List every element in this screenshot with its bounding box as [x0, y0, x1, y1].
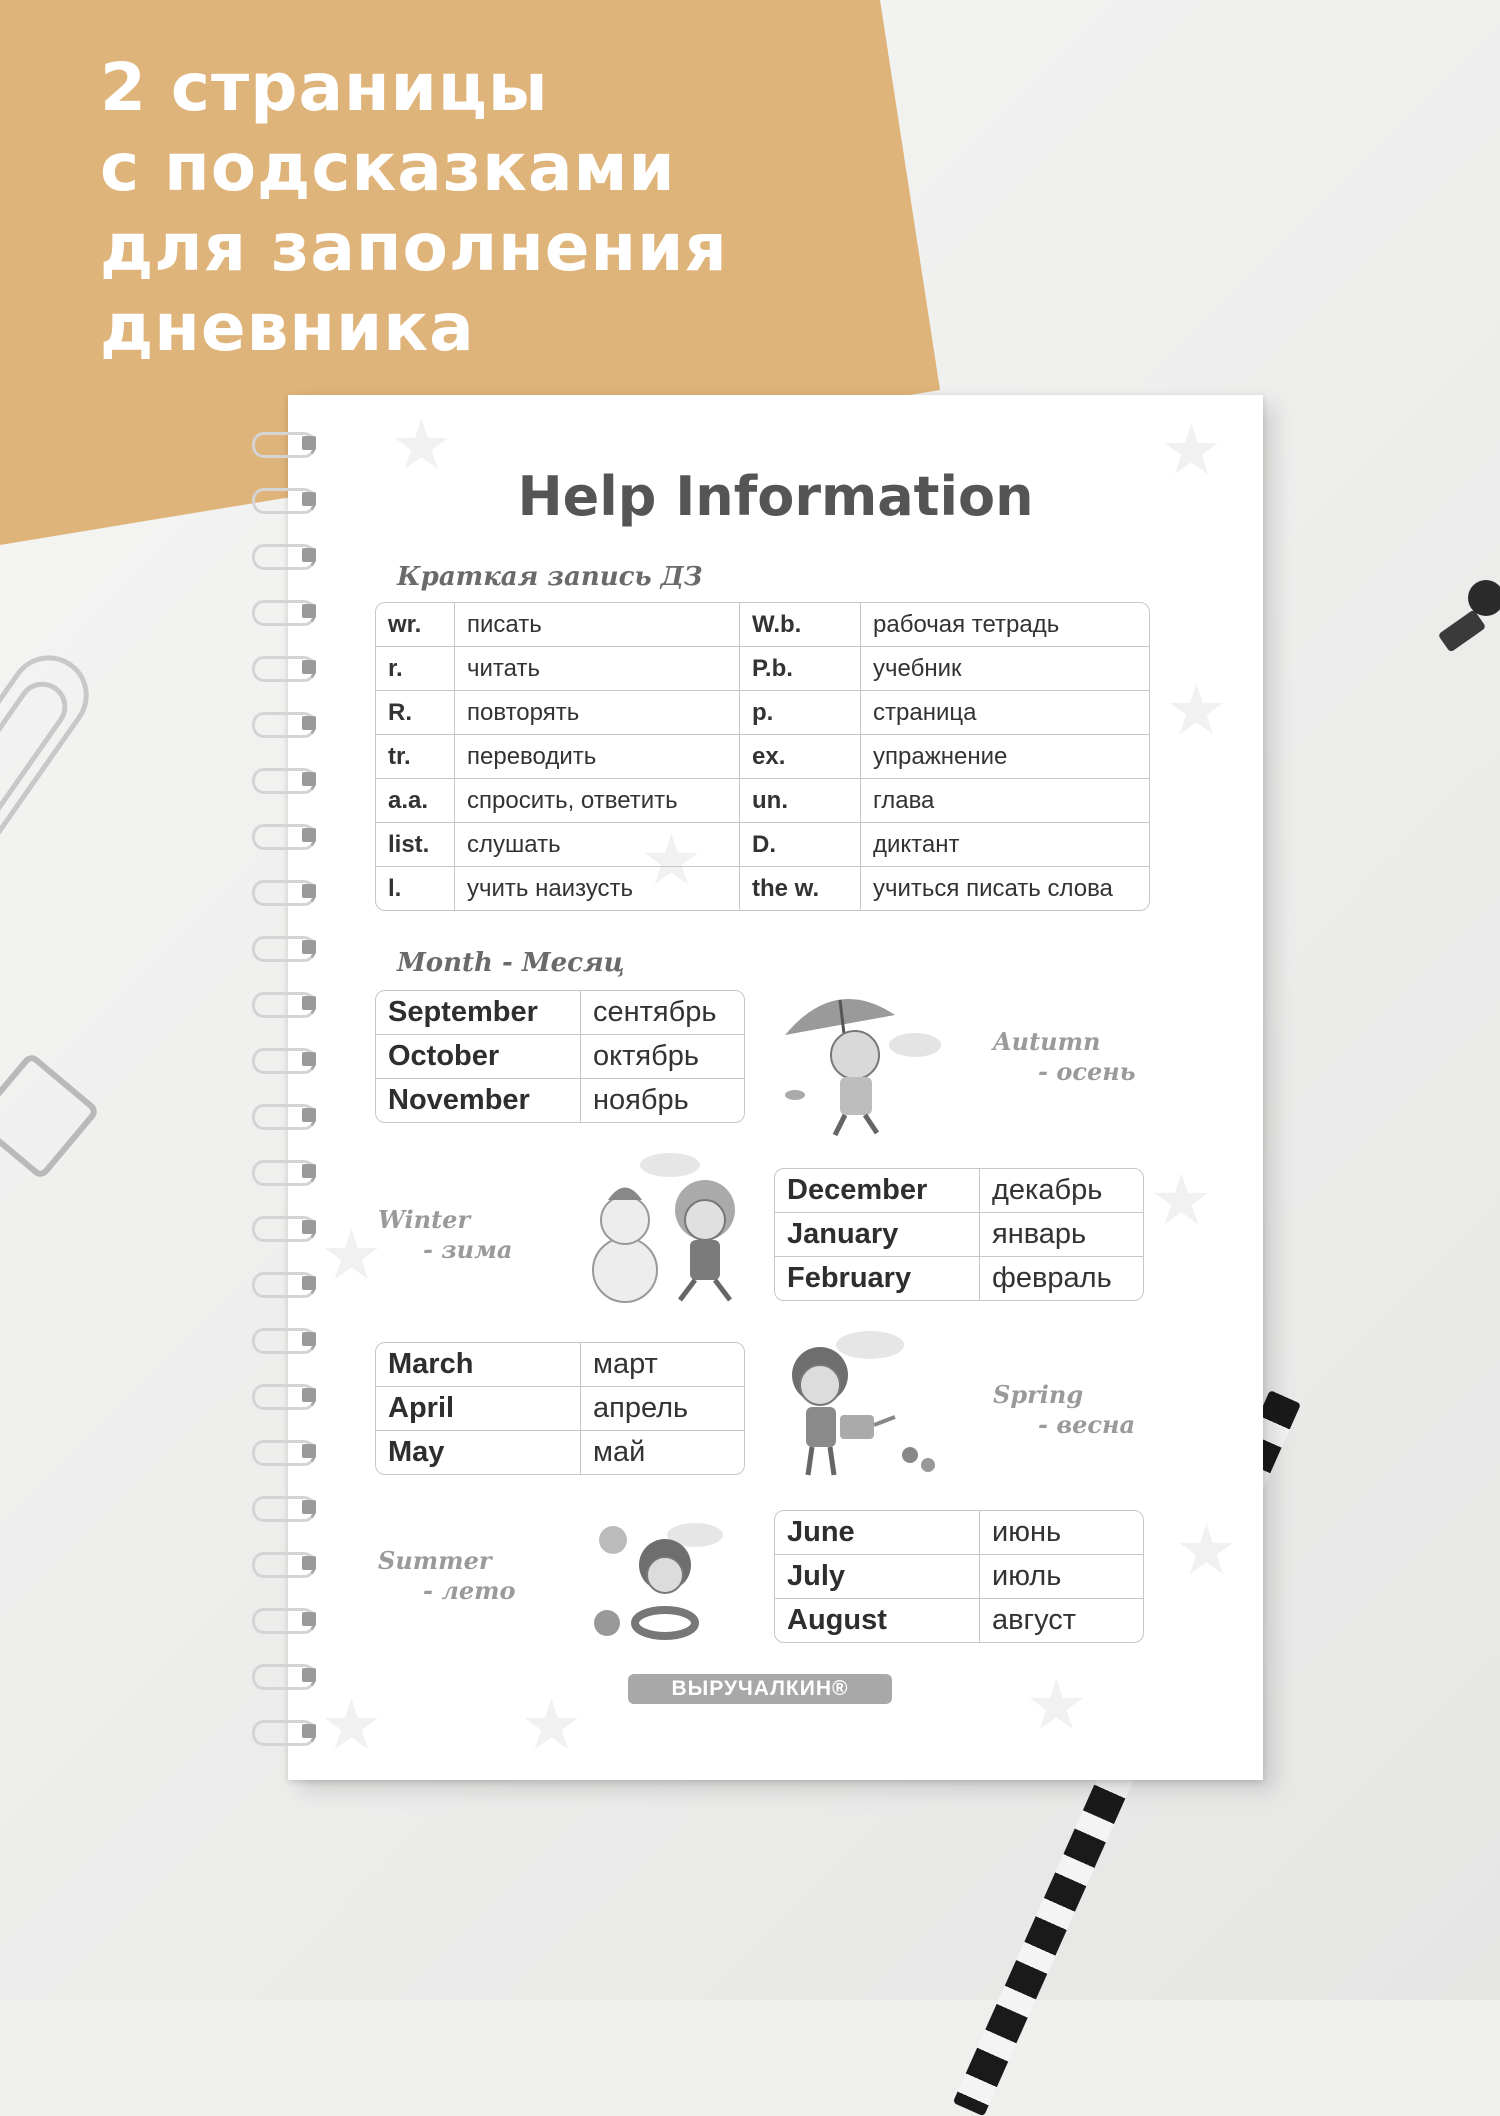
month-ru: ноябрь — [593, 1084, 689, 1116]
spring-label — [993, 1380, 1135, 1440]
winter-snowman-illustration — [570, 1150, 760, 1310]
spiral-coil — [252, 992, 332, 1014]
spiral-coil — [252, 1496, 332, 1518]
table-row — [775, 1599, 1143, 1642]
coil-hole — [302, 660, 316, 674]
spiral-coil — [252, 768, 332, 790]
coil-hole — [302, 604, 316, 618]
spiral-coil — [252, 656, 332, 678]
abbr-cell: r. — [376, 647, 455, 691]
season-ru: - осень — [1038, 1057, 1136, 1086]
coil-hole — [302, 1444, 316, 1458]
spiral-coil — [252, 600, 332, 622]
page-title: Help Information — [517, 465, 1034, 528]
coil-hole — [302, 1500, 316, 1514]
season-ru: - весна — [1038, 1410, 1136, 1439]
season-ru: - зима — [423, 1235, 513, 1264]
star-icon: ★ — [320, 1214, 383, 1296]
abbr-cell: a.a. — [376, 779, 455, 823]
season-en: Autumn — [993, 1027, 1101, 1056]
coil-hole — [302, 1052, 316, 1066]
banner-line-1: 2 страницы — [100, 49, 549, 126]
meaning-cell: рабочая тетрадь — [861, 603, 1149, 647]
meaning-cell: читать — [455, 647, 740, 691]
spiral-coil — [252, 1384, 332, 1406]
meaning-cell: глава — [861, 779, 1149, 823]
brand-logo: ВЫРУЧАЛКИН® — [628, 1674, 892, 1704]
month-ru: февраль — [992, 1262, 1112, 1294]
star-icon: ★ — [640, 819, 703, 901]
spiral-coil — [252, 1328, 332, 1350]
summer-label — [378, 1546, 516, 1606]
spiral-coil — [252, 880, 332, 902]
coil-hole — [302, 1164, 316, 1178]
season-en: Spring — [993, 1380, 1084, 1409]
month-ru: сентябрь — [581, 991, 744, 1035]
month-ru: июль — [980, 1555, 1143, 1599]
abbr-cell: p. — [740, 691, 861, 735]
autumn-child-umbrella-illustration — [765, 975, 945, 1145]
star-icon: ★ — [1025, 1664, 1088, 1746]
coil-hole — [302, 1724, 316, 1738]
autumn-label — [993, 1027, 1136, 1087]
abbr-cell: l. — [376, 867, 455, 910]
spiral-coil — [252, 1552, 332, 1574]
star-icon: ★ — [1165, 669, 1228, 751]
coil-hole — [302, 436, 316, 450]
month-ru: август — [992, 1604, 1077, 1636]
table-row — [376, 1343, 744, 1387]
coil-hole — [302, 1388, 316, 1402]
spiral-coil — [252, 1160, 332, 1182]
abbr-cell: the w. — [740, 867, 861, 910]
abbr-cell: W.b. — [740, 603, 861, 647]
push-pin-head-icon — [1468, 580, 1500, 616]
meaning-cell: повторять — [455, 691, 740, 735]
abbr-cell: wr. — [376, 603, 455, 647]
coil-hole — [302, 548, 316, 562]
coil-hole — [302, 1612, 316, 1626]
spiral-coil — [252, 544, 332, 566]
months-heading: Month - Месяц — [397, 948, 625, 978]
month-ru: апрель — [581, 1387, 744, 1431]
spring-child-watering-illustration — [770, 1325, 950, 1495]
table-row — [376, 991, 744, 1035]
month-en: November — [376, 1079, 581, 1122]
month-en: January — [775, 1213, 980, 1257]
spiral-coil — [252, 1664, 332, 1686]
summer-child-swim-ring-illustration — [585, 1505, 735, 1655]
spiral-coil — [252, 432, 332, 454]
banner-line-3: для заполнения — [100, 209, 728, 286]
month-en: May — [376, 1431, 581, 1474]
spiral-coil — [252, 1440, 332, 1462]
coil-hole — [302, 1276, 316, 1290]
table-row — [376, 735, 1149, 779]
table-row — [376, 603, 1149, 647]
star-icon: ★ — [1175, 1509, 1238, 1591]
coil-hole — [302, 1332, 316, 1346]
table-row — [376, 647, 1149, 691]
spiral-coil — [252, 1104, 332, 1126]
banner-text — [100, 48, 860, 368]
table-row — [376, 867, 1149, 910]
month-en: March — [376, 1343, 581, 1387]
abbr-cell: tr. — [376, 735, 455, 779]
banner-line-2: с подсказками — [100, 129, 676, 206]
coil-hole — [302, 1668, 316, 1682]
abbr-cell: ex. — [740, 735, 861, 779]
spiral-coil — [252, 1048, 332, 1070]
month-en: April — [376, 1387, 581, 1431]
coil-hole — [302, 1220, 316, 1234]
season-en: Summer — [378, 1546, 492, 1575]
table-row — [775, 1511, 1143, 1555]
coil-hole — [302, 996, 316, 1010]
meaning-cell: страница — [861, 691, 1149, 735]
abbr-cell: un. — [740, 779, 861, 823]
table-row — [376, 1035, 744, 1079]
month-ru: март — [581, 1343, 744, 1387]
meaning-cell: учебник — [861, 647, 1149, 691]
meaning-cell: писать — [455, 603, 740, 647]
homework-heading: Краткая запись ДЗ — [397, 562, 703, 592]
table-row — [775, 1257, 1143, 1300]
month-en: July — [775, 1555, 980, 1599]
month-en: June — [775, 1511, 980, 1555]
table-row — [775, 1213, 1143, 1257]
meaning-cell: слушать — [455, 823, 740, 867]
star-icon: ★ — [1160, 409, 1223, 491]
coil-hole — [302, 884, 316, 898]
homework-table — [375, 602, 1150, 911]
banner-line-4: дневника — [100, 289, 475, 366]
table-row — [376, 823, 1149, 867]
meaning-cell: переводить — [455, 735, 740, 779]
abbr-cell: P.b. — [740, 647, 861, 691]
abbr-cell: D. — [740, 823, 861, 867]
meaning-cell: учить наизусть — [455, 867, 740, 910]
spiral-coil — [252, 712, 332, 734]
month-ru: январь — [980, 1213, 1143, 1257]
spiral-coil — [252, 824, 332, 846]
table-row — [376, 691, 1149, 735]
month-ru: июнь — [980, 1511, 1143, 1555]
month-en: September — [376, 991, 581, 1035]
month-en: October — [376, 1035, 581, 1079]
month-ru: май — [593, 1436, 646, 1468]
abbr-cell: list. — [376, 823, 455, 867]
month-ru: декабрь — [980, 1169, 1143, 1213]
table-row — [775, 1169, 1143, 1213]
summer-months-table — [774, 1510, 1144, 1643]
star-icon: ★ — [1150, 1159, 1213, 1241]
coil-hole — [302, 940, 316, 954]
table-row — [376, 1387, 744, 1431]
winter-months-table — [774, 1168, 1144, 1301]
winter-label — [378, 1205, 512, 1265]
month-en: February — [775, 1257, 980, 1300]
meaning-cell: учиться писать слова — [873, 874, 1113, 902]
table-row — [376, 1431, 744, 1474]
coil-hole — [302, 828, 316, 842]
table-row — [376, 779, 1149, 823]
coil-hole — [302, 716, 316, 730]
spiral-coil — [252, 936, 332, 958]
season-en: Winter — [378, 1205, 471, 1234]
meaning-cell: спросить, ответить — [455, 779, 740, 823]
table-row — [376, 1079, 744, 1122]
coil-hole — [302, 772, 316, 786]
month-en: December — [775, 1169, 980, 1213]
season-ru: - лето — [423, 1576, 516, 1605]
spring-months-table — [375, 1342, 745, 1475]
autumn-months-table — [375, 990, 745, 1123]
star-icon: ★ — [320, 1684, 383, 1766]
star-icon: ★ — [520, 1684, 583, 1766]
coil-hole — [302, 1108, 316, 1122]
abbr-cell: R. — [376, 691, 455, 735]
meaning-cell: упражнение — [861, 735, 1149, 779]
month-ru: октябрь — [581, 1035, 744, 1079]
table-row — [775, 1555, 1143, 1599]
star-icon: ★ — [390, 404, 453, 486]
coil-hole — [302, 1556, 316, 1570]
spiral-coil — [252, 1608, 332, 1630]
meaning-cell: диктант — [861, 823, 1149, 867]
month-en: August — [775, 1599, 980, 1642]
